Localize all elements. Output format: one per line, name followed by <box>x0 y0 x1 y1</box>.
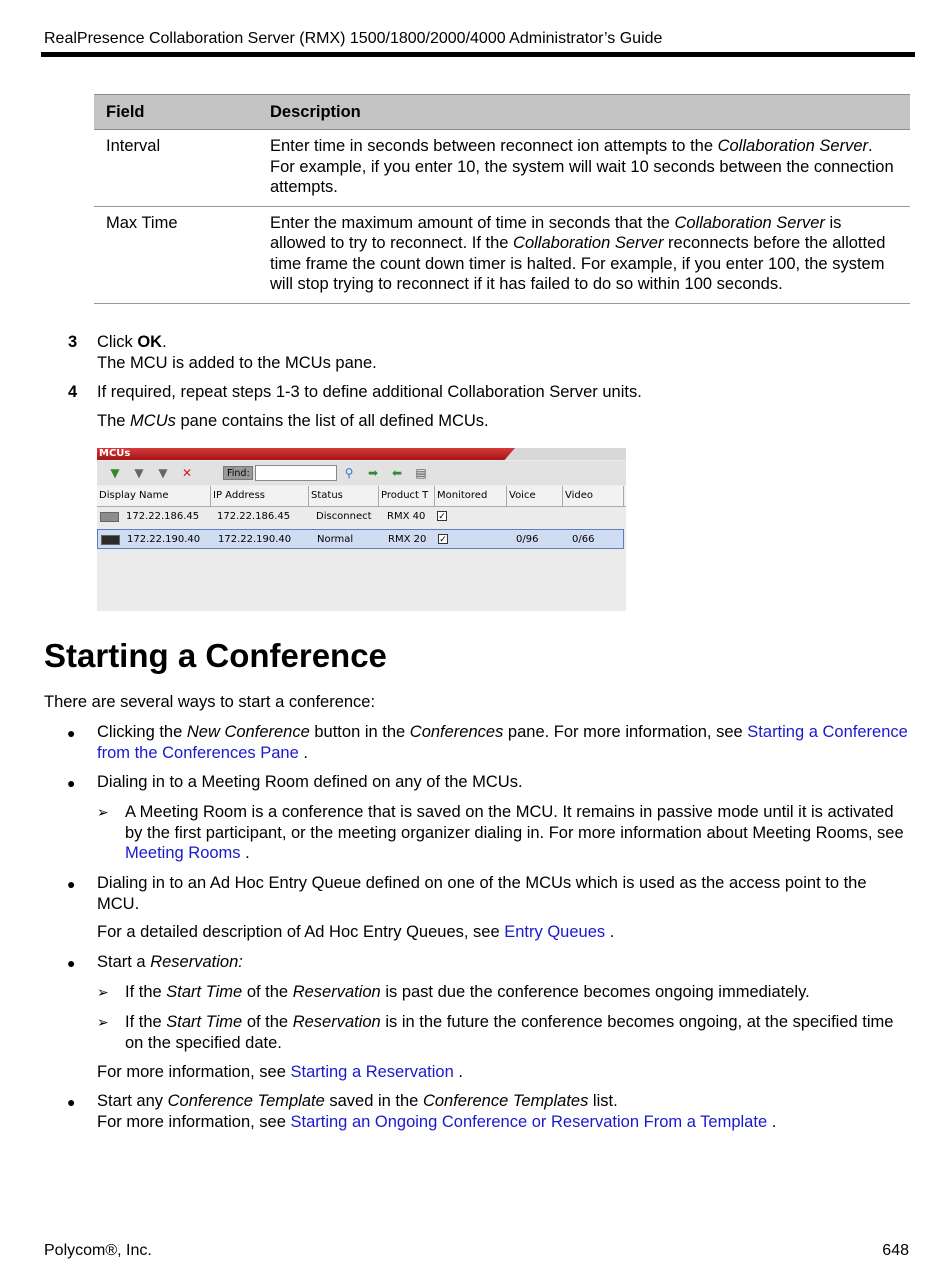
text-run: is past due the conference becomes ongoing immediately. <box>380 983 810 1001</box>
find-label: Find: <box>223 466 253 480</box>
italic-run: Conference Templates <box>422 1092 589 1110</box>
col-status[interactable]: Status <box>309 486 379 506</box>
properties-mcu-icon[interactable]: ▼ <box>158 466 168 480</box>
note-pre: The <box>97 412 131 430</box>
table-header-field: Field <box>94 95 258 130</box>
mcu-ip: 172.22.190.40 <box>218 534 292 545</box>
disconnect-icon[interactable]: ⬅ <box>391 466 403 480</box>
text-run: For more information, see <box>97 1063 291 1081</box>
col-product-type[interactable]: Product T <box>379 486 435 506</box>
sub-bullet-text <box>125 802 911 864</box>
remove-mcu-icon[interactable]: ▼ <box>134 466 144 480</box>
text-run: Start a <box>97 953 151 971</box>
step-number: 4 <box>68 383 78 401</box>
sub-bullet-text <box>125 982 911 1003</box>
footer-company: Polycom®, Inc. <box>44 1242 152 1259</box>
desc-text: reconnects before the allotted time frame the count down timer is halted. For example, if you enter 100, the system will stop trying to reconnect if it has failed to do so within 100 seconds. <box>270 234 886 293</box>
link-starting-from-template[interactable]: Starting an Ongoing Conference or Reservation From a Template <box>290 1113 768 1131</box>
delete-icon[interactable]: ✕ <box>181 466 193 480</box>
text-run: saved in the <box>324 1092 423 1110</box>
italic-run: New Conference <box>186 723 310 741</box>
bullet-text <box>97 1091 909 1112</box>
italic-run: Start Time <box>166 983 243 1001</box>
step-text <box>97 332 917 353</box>
link-starting-conference-from-pane[interactable]: Starting a Conference from the Conferences Pane <box>97 723 908 762</box>
header-rule <box>41 52 915 57</box>
mcu-status: Disconnect <box>316 511 372 522</box>
bullet-note <box>97 1062 909 1083</box>
col-ip-address[interactable]: IP Address <box>211 486 309 506</box>
mcu-device-icon <box>101 535 120 545</box>
link-meeting-rooms[interactable]: Meeting Rooms <box>125 844 241 862</box>
field-description-table <box>94 94 910 304</box>
page-number: 648 <box>882 1242 909 1259</box>
step-bold: OK <box>137 333 163 351</box>
text-run: Start any <box>97 1092 168 1110</box>
bullet-text <box>97 722 909 763</box>
table-row <box>94 130 910 207</box>
italic-run: Conference Template <box>167 1092 325 1110</box>
text-run: . <box>240 844 250 862</box>
mcus-pane-titlebar <box>97 448 626 460</box>
bullet-icon: ● <box>67 955 76 971</box>
text-run: button in the <box>309 723 410 741</box>
mcu-row[interactable] <box>97 507 624 527</box>
col-monitored[interactable]: Monitored <box>435 486 507 506</box>
arrow-bullet-icon: ➢ <box>97 984 109 1000</box>
arrow-bullet-icon: ➢ <box>97 1014 109 1030</box>
arrow-bullet-icon: ➢ <box>97 804 109 820</box>
step-post: . <box>162 333 167 351</box>
italic-run: Start Time <box>166 1013 243 1031</box>
text-run: of the <box>242 1013 293 1031</box>
step-result: The MCU is added to the MCUs pane. <box>97 354 377 372</box>
mcus-pane-screenshot <box>97 448 626 611</box>
mcus-pane-title: MCUs <box>99 448 131 459</box>
step-number: 3 <box>68 333 78 351</box>
bullet-note <box>97 922 909 943</box>
table-cell-field: Max Time <box>94 206 258 303</box>
step-pre: Click <box>97 333 138 351</box>
text-run: is in the future the conference becomes ongoing, at the specified time on the specified date. <box>125 1013 894 1052</box>
mcu-display-name: 172.22.190.40 <box>127 534 201 545</box>
mcu-video: 0/66 <box>572 534 595 545</box>
desc-text: is allowed to try to reconnect. If the <box>270 213 842 252</box>
italic-run: Reservation <box>292 983 381 1001</box>
link-starting-a-reservation[interactable]: Starting a Reservation <box>290 1063 454 1081</box>
connect-icon[interactable]: ➡ <box>367 466 379 480</box>
bullet-text <box>97 952 909 973</box>
bullet-note <box>97 1112 909 1133</box>
sub-bullet-text <box>125 1012 911 1053</box>
italic-run: Reservation: <box>150 953 243 971</box>
mcu-product: RMX 20 <box>388 534 427 545</box>
mcus-toolbar <box>97 461 626 485</box>
text-run: If the <box>125 1013 167 1031</box>
monitored-checkbox[interactable]: ✓ <box>438 512 446 522</box>
table-cell-description <box>258 206 910 303</box>
step-text: If required, repeat steps 1-3 to define additional Collaboration Server units. <box>97 383 642 401</box>
mcu-voice: 0/96 <box>516 534 539 545</box>
running-header: RealPresence Collaboration Server (RMX) 1500/1800/2000/4000 Administrator’s Guide <box>44 30 663 47</box>
text-run: For a detailed description of Ad Hoc Entry Queues, see <box>97 923 505 941</box>
desc-text: Enter time in seconds between reconnect ion attempts to the <box>270 137 718 155</box>
text-run: A Meeting Room is a conference that is saved on the MCU. It remains in passive mode until it is activated by the first participant, or the meeting organizer dialing in. For more information about Meeting Rooms, see <box>125 803 904 842</box>
mcu-settings-icon[interactable]: ▤ <box>415 466 427 480</box>
desc-text: . For example, if you enter 10, the system will wait 10 seconds between the connection attempts. <box>270 137 894 196</box>
col-voice[interactable]: Voice <box>507 486 563 506</box>
mcu-device-icon <box>100 512 119 522</box>
mcu-ip: 172.22.186.45 <box>217 511 291 522</box>
table-cell-field: Interval <box>94 130 258 207</box>
note-italic: MCUs <box>130 412 176 430</box>
add-mcu-icon[interactable]: ▼ <box>110 466 120 480</box>
text-run: If the <box>125 983 167 1001</box>
mcu-status: Normal <box>317 534 354 545</box>
table-header-description: Description <box>258 95 910 130</box>
bullet-text: Dialing in to an Ad Hoc Entry Queue defined on one of the MCUs which is used as the access point to the MCU. <box>97 874 867 913</box>
link-entry-queues[interactable]: Entry Queues <box>504 923 606 941</box>
bullet-text: Dialing in to a Meeting Room defined on any of the MCUs. <box>97 773 523 791</box>
text-run: . <box>605 923 615 941</box>
step-note <box>97 411 917 432</box>
bullet-icon: ● <box>67 725 76 741</box>
text-run: list. <box>588 1092 618 1110</box>
find-input[interactable] <box>255 465 337 481</box>
table-cell-description <box>258 130 910 207</box>
desc-italic: Collaboration Server <box>674 213 825 232</box>
col-display-name[interactable]: Display Name <box>97 486 211 506</box>
grid-header-row <box>97 486 626 507</box>
desc-italic: Collaboration Server <box>717 137 869 155</box>
bullet-icon: ● <box>67 1094 76 1110</box>
section-intro: There are several ways to start a conference: <box>44 693 376 711</box>
text-run: Clicking the <box>97 723 187 741</box>
text-run: of the <box>242 983 293 1001</box>
mcu-row-selected[interactable] <box>97 529 624 549</box>
mcu-product: RMX 40 <box>387 511 426 522</box>
text-run: . <box>298 743 308 762</box>
text-run: . <box>767 1113 777 1131</box>
italic-run: Reservation <box>292 1013 381 1031</box>
text-run: For more information, see <box>97 1113 291 1131</box>
desc-italic: Collaboration Server <box>513 234 664 252</box>
mcu-display-name: 172.22.186.45 <box>126 511 200 522</box>
table-row <box>94 206 910 303</box>
desc-text: Enter the maximum amount of time in seconds that the <box>270 213 675 232</box>
bullet-icon: ● <box>67 775 76 791</box>
italic-run: Conferences <box>409 723 504 741</box>
note-post: pane contains the list of all defined MCUs. <box>175 412 489 430</box>
table-header-row <box>94 95 910 130</box>
section-heading: Starting a Conference <box>44 637 387 674</box>
titlebar-red-band <box>97 448 515 460</box>
text-run: . <box>453 1063 463 1081</box>
search-icon[interactable]: ⚲ <box>344 466 354 480</box>
bullet-icon: ● <box>67 876 76 892</box>
monitored-checkbox[interactable]: ✓ <box>439 535 447 545</box>
text-run: pane. For more information, see <box>503 723 748 741</box>
col-video[interactable]: Video <box>563 486 624 506</box>
